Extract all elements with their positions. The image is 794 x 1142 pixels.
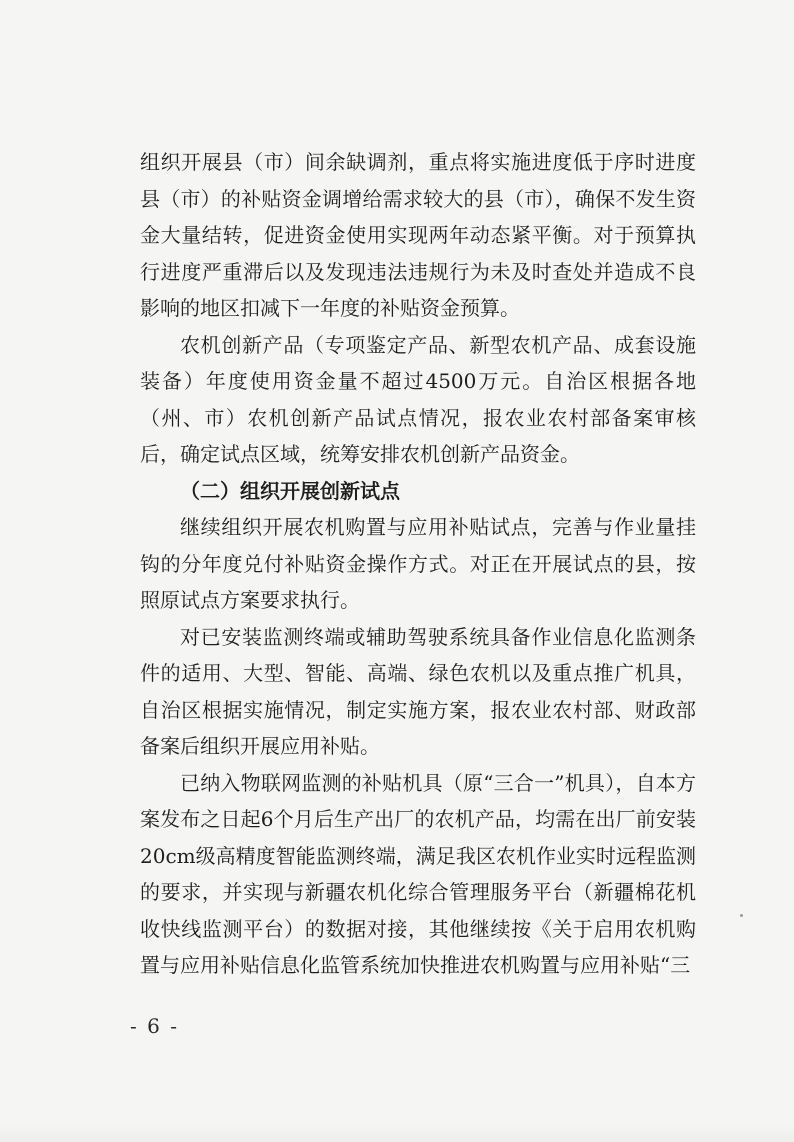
paragraph-1: 组织开展县（市）间余缺调剂，重点将实施进度低于序时进度县（市）的补贴资金调增给需求较大的县（市），确保不发生资金大量结转，促进资金使用实现两年动态紧平衡。对于预算执行进度严重滞后以及发现违法违规行为未及时查处并造成不良影响的地区扣减下一年度的补贴资金预算。 [140,150,696,320]
paragraph-2: 农机创新产品（专项鉴定产品、新型农机产品、成套设施装备）年度使用资金量不超过4500万元。自治区根据各地（州、市）农机创新产品试点情况，报农业农村部备案审核后，确定试点区域，统筹安排农机创新产品资金。 [140,332,696,466]
paragraph-3: 继续组织开展农机购置与应用补贴试点，完善与作业量挂钩的分年度兑付补贴资金操作方式。对正在开展试点的县，按照原试点方案要求执行。 [140,515,696,612]
scan-bottom-edge [0,1124,794,1142]
scan-speck [740,914,743,917]
document-body [140,144,696,984]
paragraph-5: 已纳入物联网监测的补贴机具（原“三合一”机具），自本方案发布之日起6个月后生产出厂的农机产品，均需在出厂前安装20cm级高精度智能监测终端，满足我区农机作业实时远程监测的要求，并实现与新疆农机化综合管理服务平台（新疆棉花机收快线监测平台）的数据对接，其他继续按《关于启用农机购置与应用补贴信息化监管系统加快推进农机购置与应用补贴“三 [140,770,696,977]
page-number: - 6 - [130,1014,179,1038]
paragraph-4: 对已安装监测终端或辅助驾驶系统具备作业信息化监测条件的适用、大型、智能、高端、绿色农机以及重点推广机具，自治区根据实施情况，制定实施方案，报农业农村部、财政部备案后组织开展应用补贴。 [140,624,696,758]
section-heading: （二）组织开展创新试点 [180,478,400,503]
